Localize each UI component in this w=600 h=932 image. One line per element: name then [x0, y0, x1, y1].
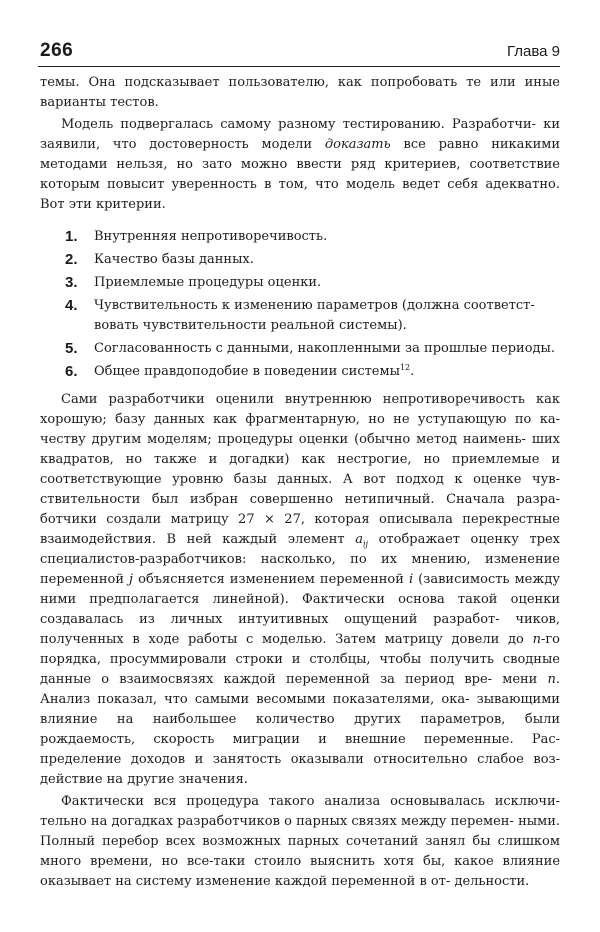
criteria-list	[40, 227, 560, 382]
list-item: 4. Чувствительность к изменению параметров (должна соответст- вовать чувствительности реальной системы).	[65, 297, 535, 333]
page-number: 266	[40, 40, 74, 61]
list-number: 1.	[65, 228, 78, 245]
paragraph-continued: темы. Она подсказывает пользователю, как попробовать те или иные варианты тестов.	[40, 75, 560, 110]
page-header	[38, 40, 560, 67]
list-item: 6. Общее правдоподобие в поведении системы$^{12}$.	[65, 363, 415, 380]
list-item: 2. Качество базы данных.	[65, 251, 254, 268]
paragraph-procedure: Фактически вся процедура такого анализа основывалась исключи- тельно на догадках разработчиков о парных связях между перемен- ными. Полный перебор всех возможных парных сочетаний занял бы слишком много времени, но все-таки стоило выяснить хотя бы, какое влияние оказывает на систему изменение каждой переменной в от- дельности.	[40, 794, 561, 889]
list-item: 3. Приемлемые процедуры оценки.	[65, 274, 322, 291]
page-body	[40, 73, 560, 892]
footnote-ref: 12	[399, 363, 411, 372]
list-number: 3.	[65, 274, 78, 291]
paragraph-evaluation: Сами разработчики оценили внутреннюю непротиворечивость как хорошую; базу данных как фрагментарную, но не уступающую по ка- честву другим моделям; процедуры оценки (обычно метод наимень- ших квадратов, но также и догадки) как нестрогие, но приемлемые и соответствующие уровню базы данных. А вот подход к оценке чув- ствительности был избран совершенно нетипичный. Сначала разра- ботчики создали матрицу 27 × 27, которая описывала перекрестные взаимодействия. В ней каждый элемент $a_{ij}$ отображает оценку трех специалистов-разработчиков: насколько, по их мнению, изменение переменной j объясняется изменением переменной i (зависимость между ними предполагается линейной). Фактически основа такой оценки создавалась из личных интуитивных ощущений разработ- чиков, полученных в ходе работы с моделью. Затем матрицу довели до n-го порядка, просуммировали строки и столбцы, чтобы получить сводные данные о взаимосвязях каждой переменной за период вре- мени n. Анализ показал, что самыми весомыми показателями, ока- зывающими влияние на наибольшее количество других параметров, были рождаемость, скорость миграции и внешние переменные. Рас- пределение доходов и занятость оказывали относительно слабое воз- действие на другие значения.	[40, 392, 561, 787]
math-var-a: a	[355, 532, 363, 547]
list-item: 1. Внутренняя непротиворечивость.	[65, 228, 328, 245]
list-number: 5.	[65, 340, 78, 357]
chapter-title: Глава 9	[506, 43, 560, 60]
paragraph-model-testing: Модель подвергалась самому разному тестированию. Разработчи- ки заявили, что достоверность модели доказать все равно никакими методами нельзя, но зато можно ввести ряд критериев, соответствие которым повысит уверенность в том, что модель ведет себя адекватно. Вот эти критерии.	[40, 117, 561, 212]
list-item: 5. Согласованность с данными, накопленными за прошлые периоды.	[65, 340, 556, 357]
list-number: 4.	[65, 297, 78, 314]
emphasis-word: доказать	[324, 137, 391, 152]
list-number: 2.	[65, 251, 78, 268]
list-number: 6.	[65, 363, 78, 380]
